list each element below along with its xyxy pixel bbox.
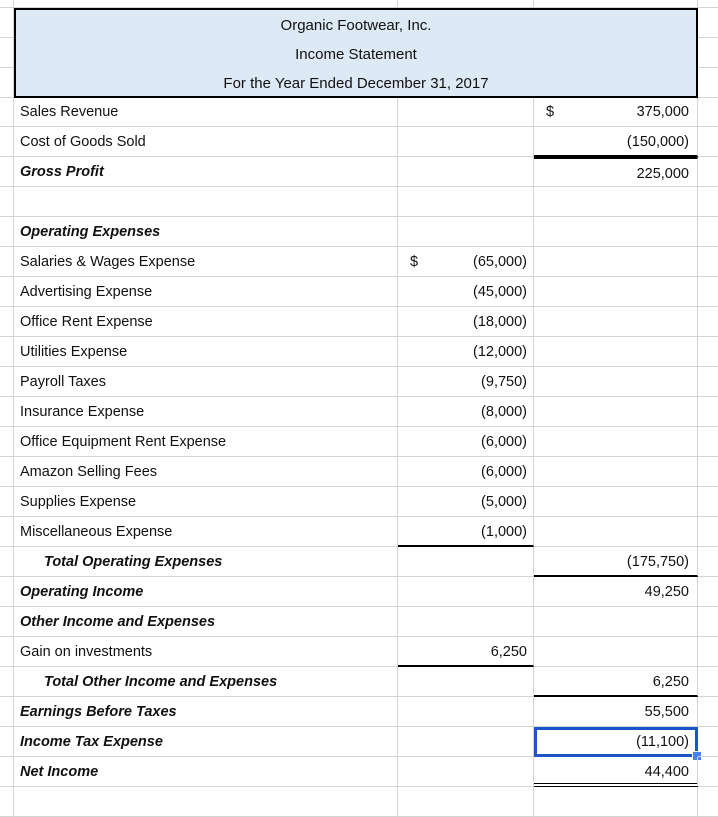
total-amount-cell[interactable] (534, 97, 698, 127)
cell[interactable] (698, 127, 718, 157)
cell[interactable] (0, 397, 14, 427)
detail-amount-cell[interactable] (398, 217, 534, 247)
row-label[interactable] (14, 187, 398, 217)
cell[interactable] (0, 0, 14, 8)
row-label[interactable]: Insurance Expense (14, 397, 398, 427)
cell[interactable] (698, 277, 718, 307)
row-label[interactable]: Sales Revenue (14, 97, 398, 127)
detail-amount-cell[interactable] (398, 607, 534, 637)
cell[interactable] (0, 637, 14, 667)
cell[interactable] (14, 0, 398, 8)
total-amount-cell[interactable] (534, 607, 698, 637)
statement-row (0, 397, 718, 427)
row-label[interactable]: Gain on investments (14, 637, 398, 667)
total-amount-cell[interactable] (534, 217, 698, 247)
row-label[interactable]: Utilities Expense (14, 337, 398, 367)
cell[interactable] (0, 217, 14, 247)
cell[interactable] (0, 277, 14, 307)
cell[interactable] (0, 337, 14, 367)
total-amount-cell[interactable] (534, 337, 698, 367)
statement-row (0, 427, 718, 457)
cell[interactable] (0, 68, 14, 98)
cell[interactable] (398, 0, 534, 8)
total-amount-cell[interactable] (534, 697, 698, 727)
selected-total-amount-cell[interactable] (534, 727, 698, 757)
row-label[interactable]: Miscellaneous Expense (14, 517, 398, 547)
cell[interactable] (698, 487, 718, 517)
detail-amount-cell[interactable] (398, 457, 534, 487)
total-amount-cell[interactable] (534, 187, 698, 217)
total-amount-cell[interactable] (534, 487, 698, 517)
total-amount-cell[interactable] (534, 757, 698, 787)
detail-amount: (9,750) (481, 374, 527, 390)
statement-row (0, 457, 718, 487)
detail-amount-cell[interactable] (398, 577, 534, 607)
detail-amount-cell[interactable] (398, 487, 534, 517)
total-amount-cell[interactable] (534, 277, 698, 307)
sheet-row (0, 0, 718, 8)
cell[interactable] (698, 607, 718, 637)
total-amount-cell[interactable] (534, 547, 698, 577)
detail-amount-cell[interactable] (398, 397, 534, 427)
row-label[interactable]: Payroll Taxes (14, 367, 398, 397)
total-amount-cell[interactable] (534, 517, 698, 547)
cell[interactable] (698, 367, 718, 397)
row-label[interactable]: Income Tax Expense (14, 727, 398, 757)
total-amount-cell[interactable] (534, 637, 698, 667)
detail-amount-cell[interactable] (398, 697, 534, 727)
total-amount-cell[interactable] (534, 457, 698, 487)
row-label[interactable]: Total Operating Expenses (14, 547, 398, 577)
row-label[interactable]: Total Other Income and Expenses (14, 667, 398, 697)
total-amount: 44,400 (644, 764, 689, 780)
detail-amount-cell[interactable] (398, 247, 534, 277)
total-amount-cell[interactable] (534, 157, 698, 187)
detail-amount: (5,000) (481, 494, 527, 510)
statement-row (0, 697, 718, 727)
cell[interactable] (698, 247, 718, 277)
detail-amount-cell[interactable] (398, 637, 534, 667)
company-name: Organic Footwear, Inc. (280, 17, 432, 34)
total-amount-cell[interactable] (534, 787, 698, 817)
row-label[interactable]: Earnings Before Taxes (14, 697, 398, 727)
detail-amount-cell[interactable] (398, 97, 534, 127)
statement-title: Income Statement (295, 46, 417, 63)
row-label[interactable]: Office Equipment Rent Expense (14, 427, 398, 457)
cell[interactable] (698, 547, 718, 577)
cell[interactable] (698, 787, 718, 817)
cell[interactable] (0, 517, 14, 547)
cell[interactable] (698, 667, 718, 697)
cell[interactable] (698, 637, 718, 667)
detail-amount-cell[interactable] (398, 517, 534, 547)
statement-row (0, 667, 718, 697)
statement-row (0, 97, 718, 127)
cell[interactable] (698, 427, 718, 457)
cell[interactable] (0, 457, 14, 487)
detail-amount-cell[interactable] (398, 277, 534, 307)
cell[interactable] (698, 97, 718, 127)
row-label[interactable]: Amazon Selling Fees (14, 457, 398, 487)
total-amount: (175,750) (626, 554, 689, 570)
row-label[interactable]: Operating Income (14, 577, 398, 607)
statement-row (0, 247, 718, 277)
detail-amount-cell[interactable] (398, 667, 534, 697)
statement-row (0, 607, 718, 637)
row-label[interactable] (14, 787, 398, 817)
cell[interactable] (0, 247, 14, 277)
total-amount: (150,000) (626, 134, 689, 150)
cell[interactable] (0, 187, 14, 217)
row-label[interactable]: Operating Expenses (14, 217, 398, 247)
cell[interactable] (0, 367, 14, 397)
total-amount-cell[interactable] (534, 427, 698, 457)
detail-amount-cell[interactable] (398, 157, 534, 187)
statement-row (0, 577, 718, 607)
cell[interactable] (698, 0, 718, 8)
cell[interactable] (698, 337, 718, 367)
detail-amount: (8,000) (481, 404, 527, 420)
row-label[interactable]: Net Income (14, 757, 398, 787)
total-amount: 6,250 (652, 674, 689, 690)
cell[interactable] (698, 187, 718, 217)
cell[interactable] (0, 487, 14, 517)
cell[interactable] (698, 727, 718, 757)
cell[interactable] (0, 577, 14, 607)
cell[interactable] (534, 0, 698, 8)
statement-row (0, 217, 718, 247)
detail-amount-cell[interactable] (398, 367, 534, 397)
detail-amount: (45,000) (472, 284, 527, 300)
cell[interactable] (698, 217, 718, 247)
detail-amount-cell[interactable] (398, 757, 534, 787)
detail-amount: (6,000) (481, 434, 527, 450)
detail-amount: (1,000) (481, 524, 527, 540)
statement-row (0, 157, 718, 187)
cell[interactable] (0, 667, 14, 697)
detail-amount: 6,250 (490, 644, 527, 660)
cell[interactable] (0, 157, 14, 187)
statement-row (0, 757, 718, 787)
detail-amount-cell[interactable] (398, 337, 534, 367)
total-amount: 375,000 (636, 104, 689, 120)
total-amount-cell[interactable] (534, 247, 698, 277)
cell[interactable] (698, 577, 718, 607)
statement-row (0, 787, 718, 817)
cell[interactable] (698, 757, 718, 787)
cell[interactable] (0, 757, 14, 787)
statement-row (0, 637, 718, 667)
cell[interactable] (698, 697, 718, 727)
statement-row (0, 727, 718, 757)
row-label[interactable]: Gross Profit (14, 157, 398, 187)
detail-amount-cell[interactable] (398, 727, 534, 757)
statement-row (0, 367, 718, 397)
cell[interactable] (0, 547, 14, 577)
total-amount-cell[interactable] (534, 667, 698, 697)
row-label[interactable]: Supplies Expense (14, 487, 398, 517)
cell[interactable] (698, 307, 718, 337)
cell[interactable] (0, 727, 14, 757)
row-label[interactable]: Advertising Expense (14, 277, 398, 307)
cell[interactable] (0, 307, 14, 337)
total-amount-cell[interactable] (534, 367, 698, 397)
currency-symbol: $ (410, 254, 419, 270)
statement-row (0, 277, 718, 307)
detail-amount: (18,000) (472, 314, 527, 330)
detail-amount-cell[interactable] (398, 547, 534, 577)
total-amount: (11,100) (636, 734, 689, 750)
row-label[interactable]: Salaries & Wages Expense (14, 247, 398, 277)
detail-amount-cell[interactable] (398, 187, 534, 217)
cell[interactable] (698, 8, 718, 38)
statement-row (0, 187, 718, 217)
total-amount: 55,500 (644, 704, 689, 720)
statement-row (0, 307, 718, 337)
statement-row (0, 337, 718, 367)
statement-row (0, 127, 718, 157)
total-amount-cell[interactable] (534, 397, 698, 427)
cell[interactable] (0, 607, 14, 637)
total-amount: 49,250 (644, 584, 689, 600)
cell[interactable] (698, 457, 718, 487)
statement-row (0, 547, 718, 577)
cell[interactable] (698, 397, 718, 427)
statement-period: For the Year Ended December 31, 2017 (223, 75, 489, 92)
cell[interactable] (0, 127, 14, 157)
statement-header[interactable] (14, 8, 698, 98)
detail-amount: (12,000) (472, 344, 527, 360)
cell[interactable] (0, 427, 14, 457)
total-amount: 225,000 (636, 166, 689, 182)
row-label[interactable]: Cost of Goods Sold (14, 127, 398, 157)
cell[interactable] (0, 8, 14, 38)
detail-amount: (6,000) (481, 464, 527, 480)
cell[interactable] (698, 68, 718, 98)
total-amount-cell[interactable] (534, 127, 698, 157)
cell[interactable] (698, 38, 718, 68)
statement-row (0, 517, 718, 547)
detail-amount-cell[interactable] (398, 427, 534, 457)
row-label[interactable]: Other Income and Expenses (14, 607, 398, 637)
detail-amount-cell[interactable] (398, 307, 534, 337)
currency-symbol: $ (546, 104, 555, 120)
row-label[interactable]: Office Rent Expense (14, 307, 398, 337)
cell[interactable] (0, 38, 14, 68)
total-amount-cell[interactable] (534, 577, 698, 607)
cell[interactable] (0, 97, 14, 127)
statement-row (0, 487, 718, 517)
detail-amount-cell[interactable] (398, 787, 534, 817)
detail-amount-cell[interactable] (398, 127, 534, 157)
cell[interactable] (0, 697, 14, 727)
cell[interactable] (698, 517, 718, 547)
detail-amount: (65,000) (472, 254, 527, 270)
cell[interactable] (0, 787, 14, 817)
total-amount-cell[interactable] (534, 307, 698, 337)
cell[interactable] (698, 157, 718, 187)
